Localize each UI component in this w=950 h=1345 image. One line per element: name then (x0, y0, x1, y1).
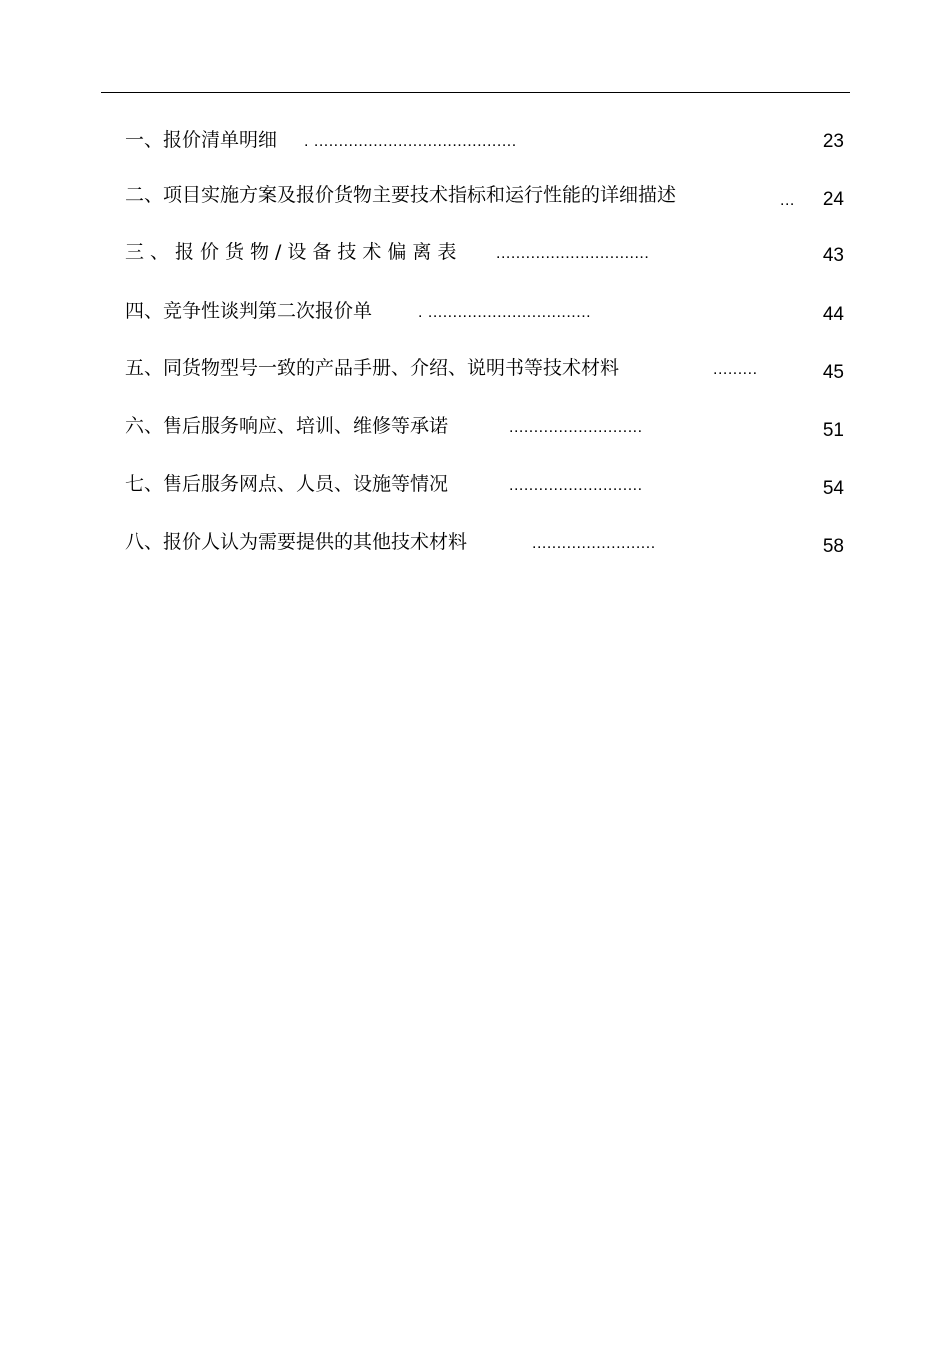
toc-entry-title: 三、报价货物/设备技术偏离表 (125, 241, 463, 263)
toc-entry-title: 五、同货物型号一致的产品手册、介绍、说明书等技术材料 (125, 357, 620, 379)
toc-entry[interactable] (0, 128, 950, 158)
toc-entry[interactable] (0, 299, 950, 329)
toc-entry-title: 四、竞争性谈判第二次报价单 (125, 300, 373, 322)
toc-entry-leader: . ......................................... (304, 133, 517, 150)
toc-entry-page-number: 23 (822, 131, 844, 152)
toc-entry-title: 七、售后服务网点、人员、设施等情况 (125, 473, 449, 495)
toc-entry-page-number: 45 (822, 362, 844, 383)
toc-entry[interactable] (0, 472, 950, 502)
toc-entry-page-number: 44 (822, 304, 844, 325)
table-of-contents (0, 0, 950, 600)
toc-entry-leader: ............................... (496, 245, 650, 262)
toc-entry-page-number: 58 (822, 536, 844, 557)
toc-entry-title: 二、项目实施方案及报价货物主要技术指标和运行性能的详细描述 (125, 184, 677, 206)
toc-entry[interactable] (0, 414, 950, 444)
toc-entry-page-number: 24 (822, 189, 844, 210)
toc-entry-leader: ......................... (532, 535, 656, 552)
toc-entry[interactable] (0, 356, 950, 386)
toc-entry[interactable] (0, 530, 950, 560)
toc-entry-title: 八、报价人认为需要提供的其他技术材料 (125, 531, 468, 553)
toc-entry-title: 一、报价清单明细 (125, 129, 278, 151)
toc-entry-leader: ... (780, 192, 795, 209)
toc-entry-page-number: 43 (822, 245, 844, 266)
toc-entry-leader: ......... (713, 361, 758, 378)
toc-entry-title: 六、售后服务响应、培训、维修等承诺 (125, 415, 449, 437)
toc-entry-page-number: 54 (822, 478, 844, 499)
toc-entry-leader: . ................................. (418, 304, 592, 321)
toc-entry[interactable] (0, 240, 950, 270)
toc-entry-leader: ........................... (509, 419, 643, 436)
toc-entry-page-number: 51 (822, 420, 844, 441)
toc-entry-leader: ........................... (509, 477, 643, 494)
toc-entry[interactable] (0, 183, 950, 213)
